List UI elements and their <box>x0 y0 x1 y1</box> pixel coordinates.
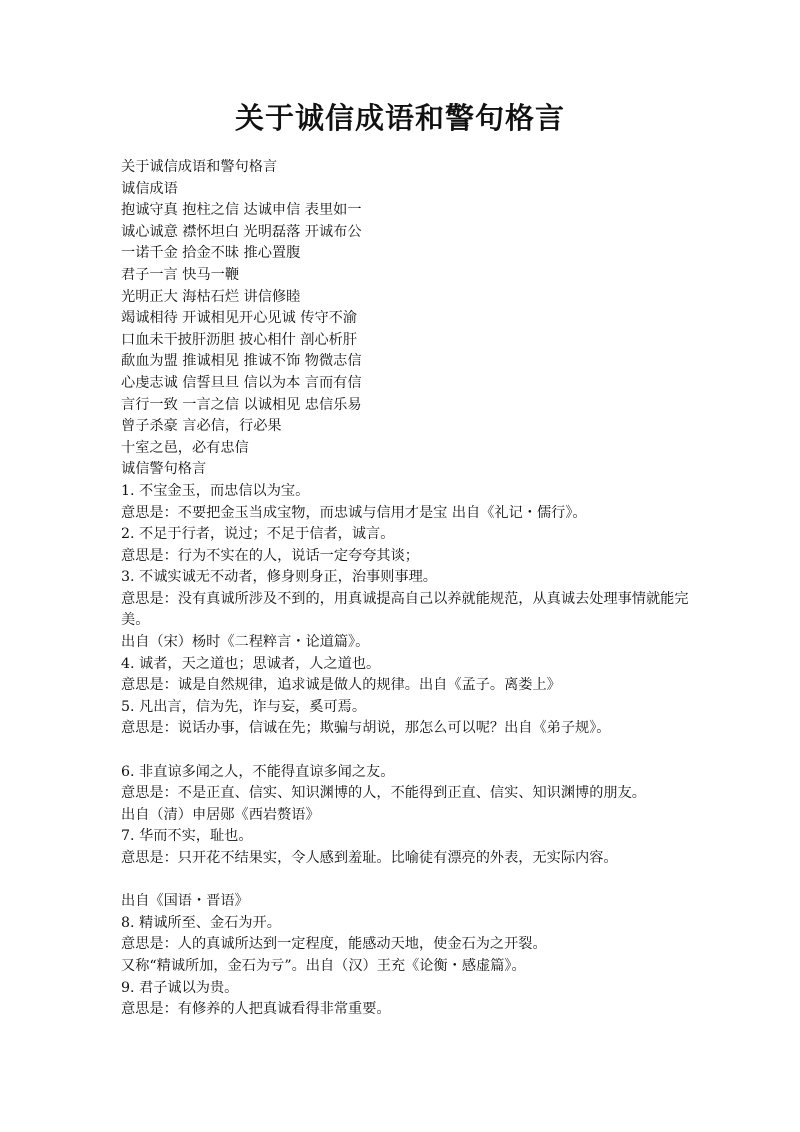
document-body <box>121 157 701 1021</box>
text-line: 意思是：没有真诚所涉及不到的，用真诚提高自己以养就能规范，从真诚去处理事情就能完美。 <box>121 590 689 629</box>
text-line: 言行一致 一言之信 以诚相见 忠信乐易 <box>121 396 362 413</box>
text-line: 光明正大 海枯石烂 讲信修睦 <box>121 288 301 305</box>
text-line: 2. 不足于行者，说过；不足于信者，诚言。 <box>121 526 395 543</box>
text-line: 诚信警句格言 <box>121 461 207 478</box>
text-line: 诚信成语 <box>121 180 178 197</box>
text-line: 意思是：说话办事，信诚在先；欺骗与胡说，那怎么可以呢？出自《弟子规》。 <box>121 720 611 737</box>
text-line: 心虔志诚 信誓旦旦 信以为本 言而有信 <box>121 374 362 391</box>
text-line: 7. 华而不实，耻也。 <box>121 828 253 845</box>
text-line: 9. 君子诚以为贵。 <box>121 979 239 996</box>
text-line: 关于诚信成语和警句格言 <box>121 159 278 175</box>
text-line: 君子一言 快马一鞭 <box>121 266 240 283</box>
text-line: 歃血为盟 推诚相见 推诚不饰 物微志信 <box>121 353 362 370</box>
blank-line <box>121 870 701 892</box>
text-line: 意思是：不是正直、信实、知识渊博的人，不能得到正直、信实、知识渊博的朋友。 <box>121 785 646 802</box>
text-line: 意思是：人的真诚所达到一定程度，能感动天地，使金石为之开裂。 <box>121 936 547 953</box>
text-line: 1. 不宝金玉，而忠信以为宝。 <box>121 482 310 499</box>
text-line: 意思是：不要把金玉当成宝物，而忠诚与信用才是宝 出自《礼记・儒行》。 <box>121 504 587 521</box>
text-line: 意思是：诚是自然规律，追求诚是做人的规律。出自《孟子。离娄上》 <box>121 677 561 694</box>
text-line: 3. 不诚实诚无不动者，修身则身正，治事则事理。 <box>121 569 437 586</box>
text-line: 出自《国语・晋语》 <box>121 893 249 910</box>
text-line: 意思是：行为不实在的人，说话一定夸夸其谈； <box>121 547 419 564</box>
text-line: 诚心诚意 襟怀坦白 光明磊落 开诚布公 <box>121 223 362 240</box>
text-line: 8. 精诚所至、金石为开。 <box>121 914 281 931</box>
text-line: 意思是：只开花不结果实，令人感到羞耻。比喻徒有漂亮的外表，无实际内容。 <box>121 850 618 866</box>
blank-line <box>121 740 701 762</box>
text-line: 一诺千金 拾金不昧 推心置腹 <box>121 245 301 262</box>
document-title: 关于诚信成语和警句格言 <box>234 101 565 135</box>
text-line: 口血未干披肝沥胆 披心相什 剖心析肝 <box>121 331 358 348</box>
text-line: 曾子杀豪 言必信，行必果 <box>121 418 282 435</box>
text-line: 又称“精诚所加，金石为亏”。出自（汉）王充《论衡・感虚篇》。 <box>121 957 526 974</box>
text-line: 出自（清）申居郧《西岩赘语》 <box>121 806 320 823</box>
text-line: 十室之邑，必有忠信 <box>121 439 249 456</box>
text-line: 6. 非直谅多闻之人，不能得直谅多闻之友。 <box>121 763 395 780</box>
text-line: 出自（宋）杨时《二程粹言・论道篇》。 <box>121 634 370 651</box>
text-line: 5. 凡出言，信为先，诈与妄，奚可焉。 <box>121 698 367 715</box>
text-line: 4. 诚者，天之道也；思诚者，人之道也。 <box>121 655 381 672</box>
text-line: 抱诚守真 抱柱之信 达诚申信 表里如一 <box>121 202 362 219</box>
text-line: 竭诚相待 开诚相见开心见诚 传守不渝 <box>121 310 358 327</box>
text-line: 意思是：有修养的人把真诚看得非常重要。 <box>121 1001 391 1018</box>
